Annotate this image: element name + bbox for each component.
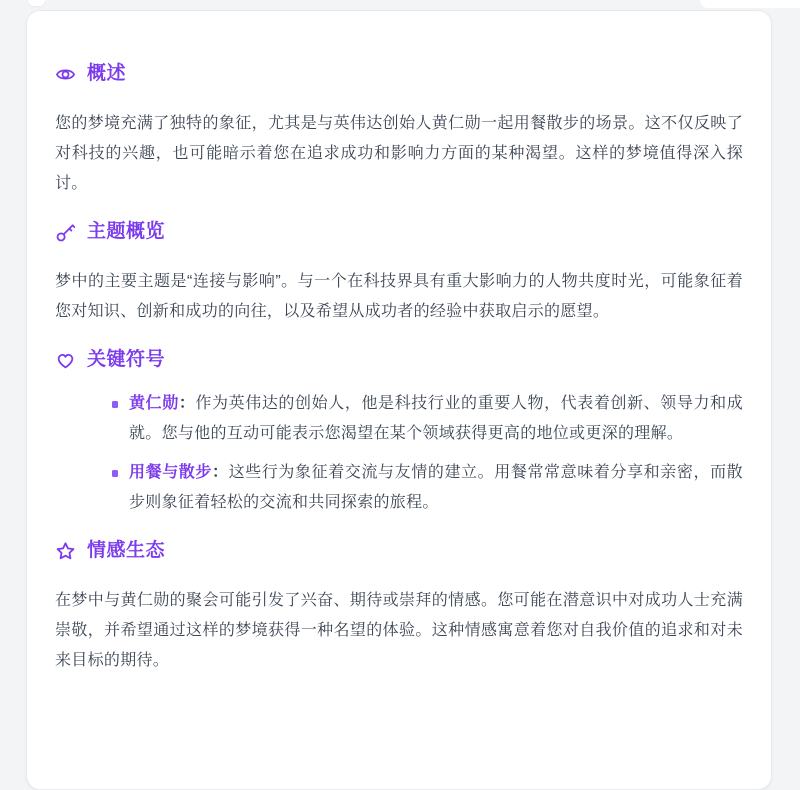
section-emotions-title <box>55 538 743 564</box>
section-emotions <box>55 538 743 676</box>
section-symbols-title <box>55 347 743 373</box>
previous-card-fragment-left <box>28 0 45 6</box>
key-icon <box>55 222 76 243</box>
section-paragraph: 您的梦境充满了独特的象征，尤其是与英伟达创始人黄仁勋一起用餐散步的场景。这不仅反映了对科技的兴趣，也可能暗示着您在追求成功和影响力方面的某种渴望。这样的梦境值得深入探讨。 <box>55 115 743 192</box>
section-paragraph: 梦中的主要主题是“连接与影响”。与一个在科技界具有重大影响力的人物共度时光，可能象征着您对知识、创新和成功的向往，以及希望从成功者的经验中获取启示的愿望。 <box>55 273 743 320</box>
star-icon <box>55 541 76 562</box>
dream-analysis-card <box>26 10 772 790</box>
section-themes <box>55 219 743 327</box>
bullet-text: 这些行为象征着交流与友情的建立。用餐常常意味着分享和亲密，而散步则象征着轻松的交流和共同探索的旅程。 <box>129 464 743 511</box>
bullet-marker <box>112 401 118 408</box>
list-item <box>129 389 743 449</box>
list-item <box>129 458 743 518</box>
bullet-text: 作为英伟达的创始人，他是科技行业的重要人物，代表着创新、领导力和成就。您与他的互动可能表示您渴望在某个领域获得更高的地位或更深的理解。 <box>129 395 743 442</box>
bullet-marker <box>112 470 118 477</box>
heart-icon <box>55 350 76 371</box>
bullet-separator: ： <box>212 464 229 481</box>
section-symbols <box>55 347 743 518</box>
bullet-term: 用餐与散步 <box>129 464 213 481</box>
section-overview-title <box>55 61 743 87</box>
eye-icon <box>55 64 76 85</box>
section-title-text: 关键符号 <box>87 349 166 370</box>
section-title-text: 概述 <box>87 63 127 84</box>
symbol-list <box>55 389 743 518</box>
bullet-term: 黄仁勋 <box>129 395 179 412</box>
section-overview <box>55 61 743 199</box>
bullet-separator: ： <box>178 395 196 412</box>
section-title-text: 主题概览 <box>87 221 166 242</box>
previous-card-fragment-right <box>700 0 800 8</box>
section-paragraph: 在梦中与黄仁勋的聚会可能引发了兴奋、期待或崇拜的情感。您可能在潜意识中对成功人士充满崇敬，并希望通过这样的梦境获得一种名望的体验。这种情感寓意着您对自我价值的追求和对未来目标的期待。 <box>55 592 743 669</box>
section-title-text: 情感生态 <box>87 540 166 561</box>
section-themes-title <box>55 219 743 245</box>
